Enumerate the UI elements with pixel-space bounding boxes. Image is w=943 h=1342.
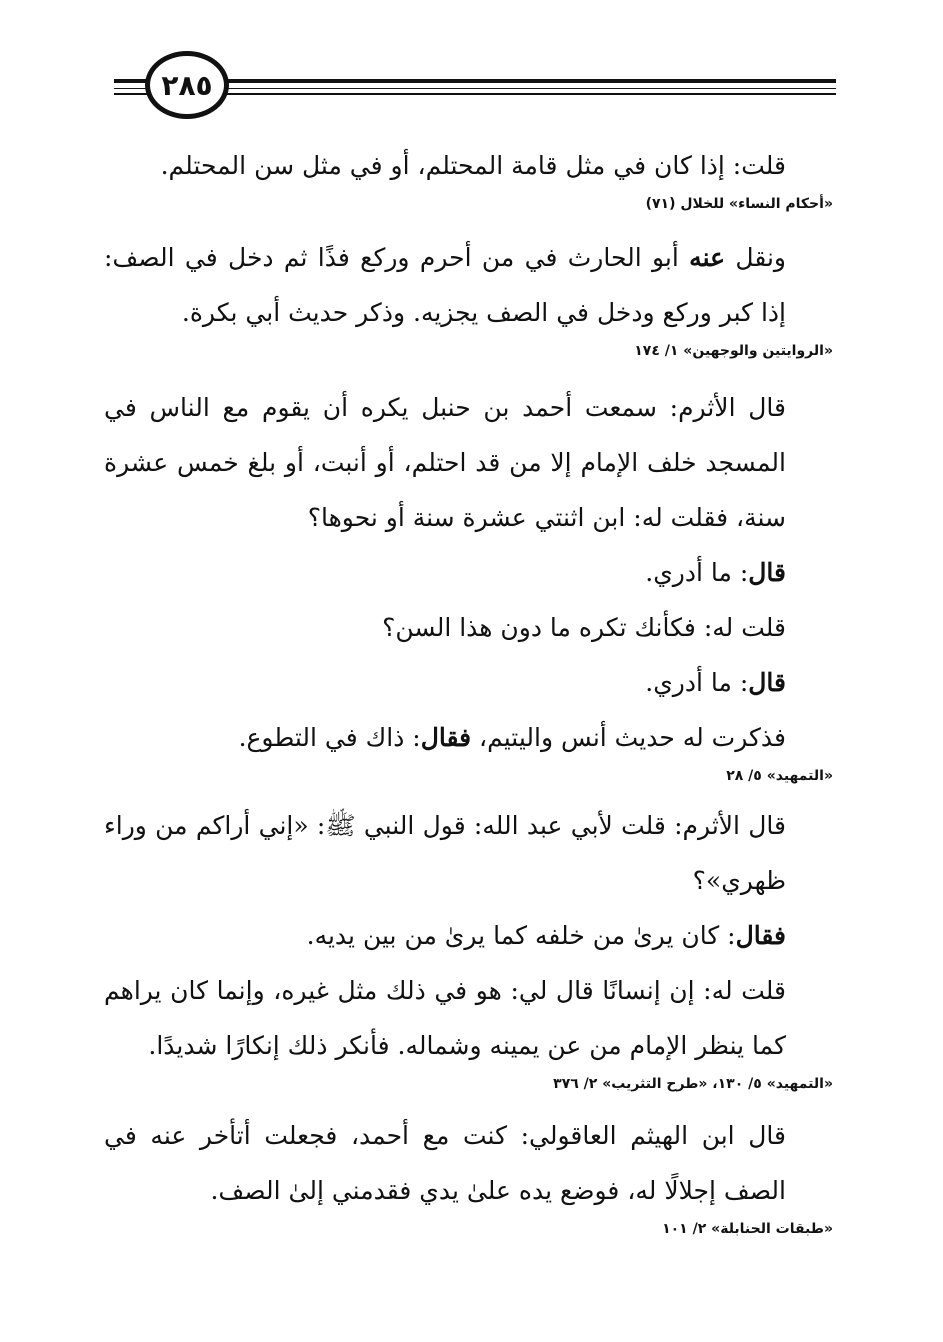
header-rule-thick [213, 79, 836, 83]
entry-4 [104, 798, 833, 1095]
header-rule-bottom [213, 93, 836, 95]
page-number-badge [145, 51, 229, 119]
entry-3-line-4: قال: ما أدري. [645, 668, 786, 697]
entry-3-line-2: قال: ما أدري. [645, 558, 786, 587]
entry-4-line-1: قال الأثرم: قلت لأبي عبد الله: قول النبي ﷺ: «إني أراكم من وراء ظهري»؟ [104, 811, 786, 895]
entry-3-line-1: قال الأثرم: سمعت أحمد بن حنبل يكره أن يقوم مع الناس في المسجد خلف الإمام إلا من قد احتلم، أو أنبت، أو بلغ خمس عشرة سنة، فقلت له: ابن اثنتي عشرة سنة أو نحوها؟ [104, 393, 786, 532]
entry-1 [104, 138, 833, 215]
entry-3-line-5: فذكرت له حديث أنس واليتيم، فقال: ذاك في التطوع. [238, 723, 786, 752]
entry-5 [104, 1108, 833, 1240]
entry-3-source: «التمهيد» ٥/ ٢٨ [726, 768, 833, 784]
entry-2-source: «الروايتين والوجهين» ١/ ١٧٤ [634, 343, 833, 359]
entry-2 [104, 230, 833, 362]
header-rule-thin [213, 88, 836, 89]
page-header [0, 0, 943, 130]
entry-4-line-3: قلت له: إن إنسانًا قال لي: هو في ذلك مثل غيره، وإنما كان يراهم كما ينظر الإمام من عن يمينه وشماله. فأنكر ذلك إنكارًا شديدًا. [104, 976, 786, 1060]
entry-4-line-2: فقال: كان يرىٰ من خلفه كما يرىٰ من بين يديه. [306, 921, 786, 950]
entry-5-line-1: قال ابن الهيثم العاقولي: كنت مع أحمد، فجعلت أتأخر عنه في الصف إجلالًا له، فوضع يده علىٰ يدي فقدمني إلىٰ الصف. [104, 1121, 786, 1205]
entry-1-source: «أحكام النساء» للخلال (٧١) [645, 196, 833, 212]
entry-4-source: «التمهيد» ٥/ ١٣٠، «طرح التثريب» ٢/ ٣٧٦ [553, 1076, 833, 1092]
entry-5-source: «طبقات الحنابلة» ٢/ ١٠١ [662, 1221, 833, 1237]
entry-2-line-1: ونقل عنه أبو الحارث في من أحرم وركع فذًا ثم دخل في الصف: إذا كبر وركع ودخل في الصف يجزيه. وذكر حديث أبي بكرة. [104, 243, 786, 327]
entry-1-line-1: قلت: إذا كان في مثل قامة المحتلم، أو في مثل سن المحتلم. [160, 151, 786, 180]
entry-3 [104, 380, 833, 787]
entry-3-line-3: قلت له: فكأنك تكره ما دون هذا السن؟ [382, 613, 786, 642]
page-number: ٢٨٥ [161, 68, 213, 102]
